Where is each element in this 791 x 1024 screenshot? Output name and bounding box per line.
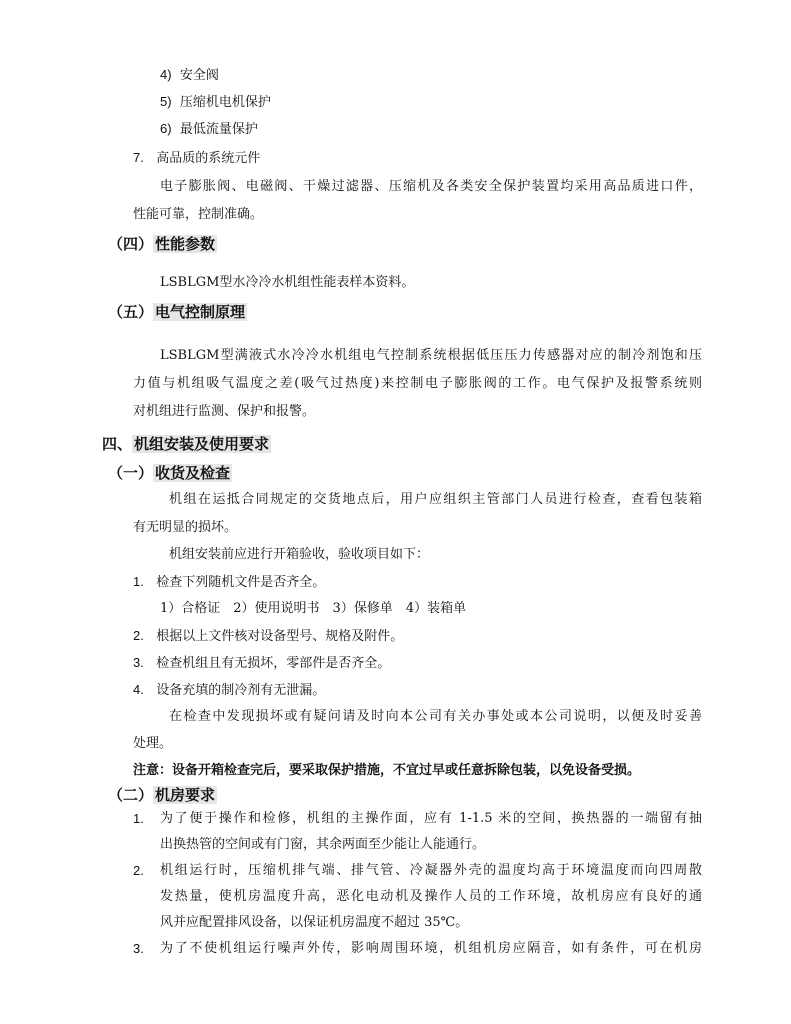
list-item: 1. 检查下列随机文件是否齐全。 (133, 574, 326, 590)
list-item: 4) 安全阀 (160, 67, 219, 83)
list-item-number: 3. (133, 941, 144, 956)
list-item: 为了便于操作和检修，机组的主操作面，应有 1-1.5 米的空间，换热器的一端留有抽 (160, 811, 702, 826)
list-item: 机组运行时，压缩机排气端、排气管、冷凝器外壳的温度均高于环境温度而向四周散 (160, 863, 702, 878)
list-item: 6) 最低流量保护 (160, 121, 258, 137)
paragraph-line: 机组在运抵合同规定的交货地点后，用户应组织主管部门人员进行检查，查看包装箱 (169, 492, 702, 507)
paragraph-line: 对机组进行监测、保护和报警。 (133, 404, 316, 419)
list-item: 7. 高品质的系统元件 (133, 150, 261, 166)
document-list: 1）合格证 2）使用说明书 3）保修单 4）装箱单 (160, 601, 467, 616)
list-item-number: 1. (133, 811, 144, 826)
list-item-number: 2. (133, 863, 144, 878)
list-item: 风并应配置排风设备，以保证机房温度不超过 35℃。 (160, 915, 469, 930)
list-item: 2. 根据以上文件核对设备型号、规格及附件。 (133, 628, 404, 644)
section-heading: （五） 电气控制原理 (108, 303, 246, 321)
section-heading: （二） 机房要求 (108, 786, 216, 804)
list-item: 5) 压缩机电机保护 (160, 94, 271, 110)
list-item: 3. 检查机组且有无损坏，零部件是否齐全。 (133, 655, 391, 671)
section-heading: （四） 性能参数 (108, 235, 216, 253)
paragraph-line: 电子膨胀阀、电磁阀、干燥过滤器、压缩机及各类安全保护装置均采用高品质进口件， (160, 179, 702, 194)
paragraph-line: 在检查中发现损坏或有疑问请及时向本公司有关办事处或本公司说明，以便及时妥善 (169, 709, 702, 724)
warning-note: 注意：设备开箱检查完后，要采取保护措施，不宜过早或任意拆除包装，以免设备受损。 (133, 763, 641, 778)
paragraph-line: 有无明显的损坏。 (133, 520, 238, 535)
paragraph-line: LSBLGM型水冷冷水机组性能表样本资料。 (160, 275, 415, 290)
paragraph-line: LSBLGM型满液式水冷冷水机组电气控制系统根据低压压力传感器对应的制冷剂饱和压 (160, 348, 702, 363)
paragraph-line: 处理。 (133, 736, 173, 751)
list-item: 发热量，使机房温度升高，恶化电动机及操作人员的工作环境，故机房应有良好的通 (160, 889, 702, 904)
paragraph-line: 性能可靠，控制准确。 (133, 207, 264, 222)
list-item: 出换热管的空间或有门窗，其余两面至少能让人能通行。 (160, 837, 486, 852)
section-heading: （一） 收货及检查 (108, 464, 231, 482)
list-item: 为了不使机组运行噪声外传，影响周围环境，机组机房应隔音，如有条件，可在机房 (160, 941, 702, 956)
paragraph-line: 机组安装前应进行开箱验收，验收项目如下： (169, 547, 430, 562)
part-heading: 四、 机组安装及使用要求 (102, 435, 270, 453)
list-item: 4. 设备充填的制冷剂有无泄漏。 (133, 682, 326, 698)
paragraph-line: 力值与机组吸气温度之差(吸气过热度)来控制电子膨胀阀的工作。电气保护及报警系统则 (133, 376, 702, 391)
